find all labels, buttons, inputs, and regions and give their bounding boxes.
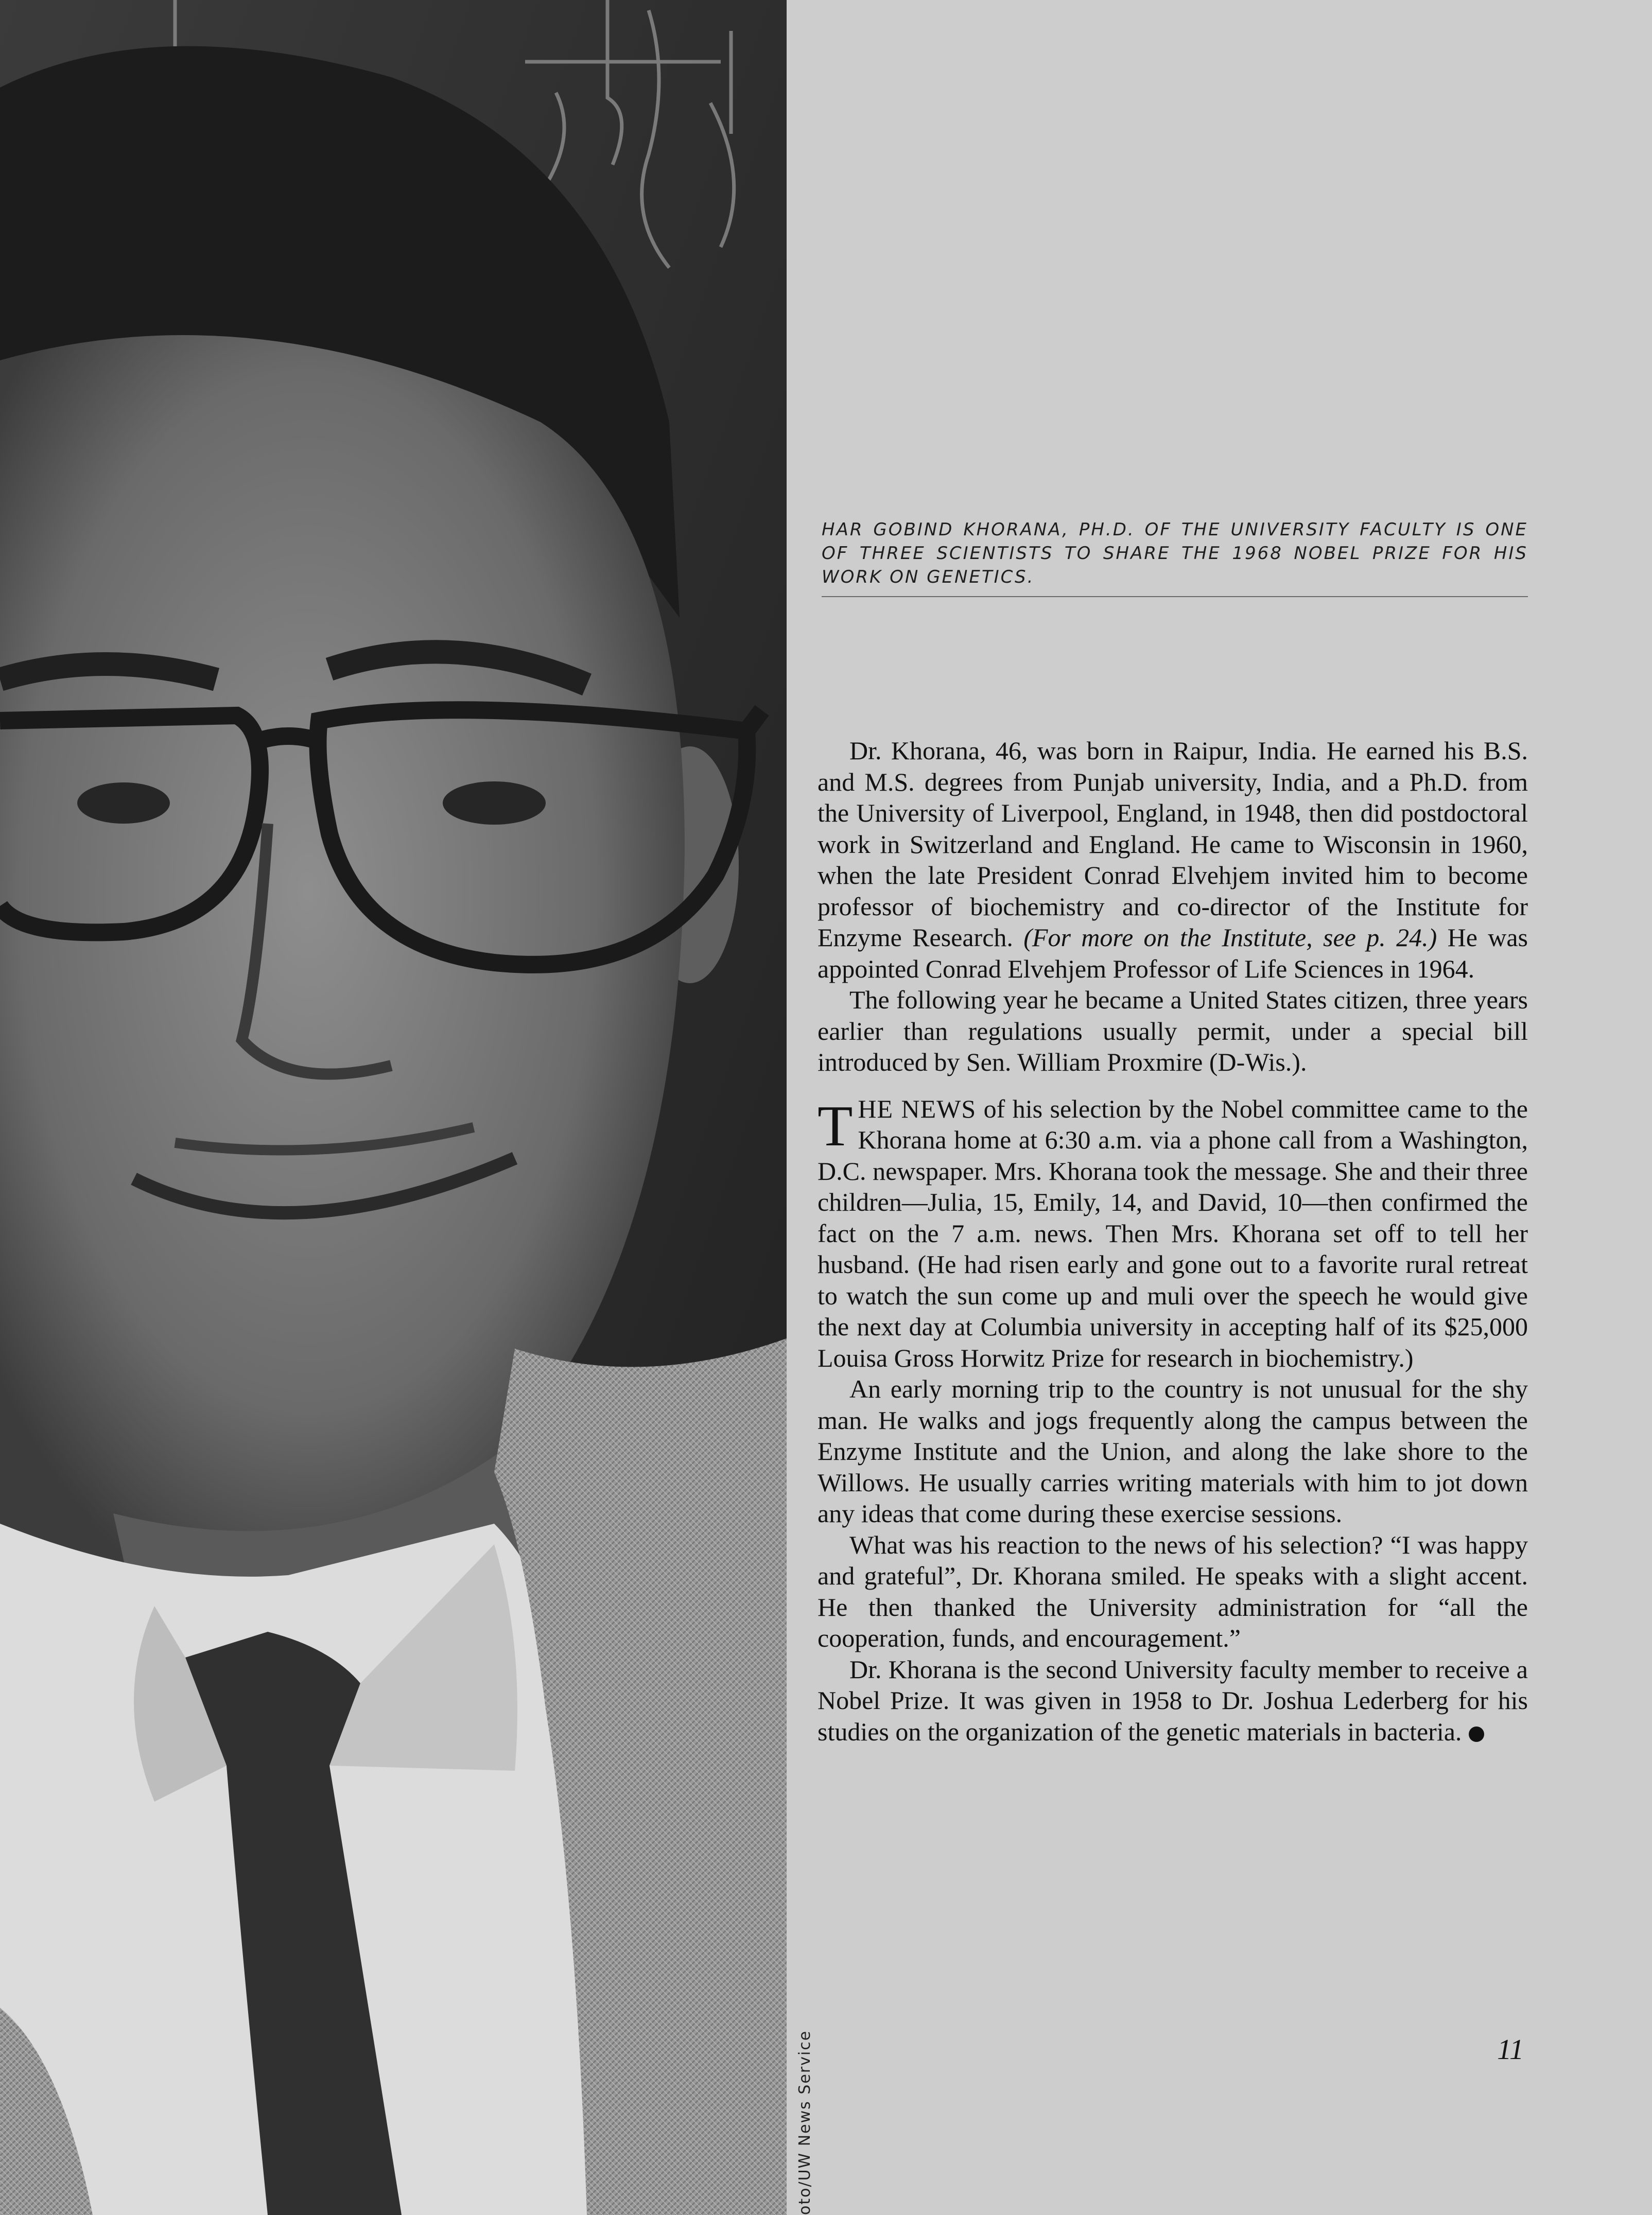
article-body [818, 735, 1528, 1747]
photo-caption: HAR GOBIND KHORANA, PH.D. OF THE UNIVERSITY FACULTY IS ONE OF THREE SCIENTISTS TO SHARE THE 1968 NOBEL PRIZE FOR HIS WORK ON GENETICS. [822, 519, 1528, 587]
paragraph-2: The following year he became a United States citizen, three years earlier than regulations usually permit, under a special bill introduced by Sen. William Proxmire (D-Wis.). [818, 985, 1528, 1076]
paragraph-4: An early morning trip to the country is not unusual for the shy man. He walks and jogs frequently along the campus between the Enzyme Institute and the Union, and along the lake shore to the Willows. He usually carries writing materials with him to jot down any ideas that come during these exercise sessions. [818, 1374, 1528, 1528]
paragraph-5: What was his reaction to the news of his selection? “I was happy and grateful”, Dr. Khorana smiled. He speaks with a slight accent. He then thanked the University administration for “all the cooperation, funds, and encouragement.” [818, 1530, 1528, 1652]
paragraph-6: Dr. Khorana is the second University faculty member to receive a Nobel Prize. It was given in 1958 to Dr. Joshua Lederberg for his studies on the organization of the genetic materials in bacteria. [818, 1654, 1528, 1746]
caption-divider [822, 596, 1528, 597]
portrait-illustration [0, 0, 787, 2215]
page-number: 11 [1497, 2034, 1524, 2066]
portrait-photo [0, 0, 787, 2215]
end-mark-icon [1469, 1726, 1484, 1742]
paragraph-1: Dr. Khorana, 46, was born in Raipur, India. He earned his B.S. and M.S. degrees from Punjab university, India, and a Ph.D. from the University of Liverpool, England, in 1948, then did postdoctoral work in Switzerland and England. He came to Wisconsin in 1960, when the late President Conrad Elvehjem invited him to become professor of biochemistry and co-director of the Institute for Enzyme Research. (For more on the Institute, see p. 24.) He was appointed Conrad Elvehjem Professor of Life Sciences in 1964. [818, 736, 1528, 983]
paragraph-3: THE NEWS of his selection by the Nobel committee came to the Khorana home at 6:30 a.m. via a phone call from a Washington, D.C. newspaper. Mrs. Khorana took the message. She and their three children—Julia, 15, Emily, 14, and David, 10—then confirmed the fact on the 7 a.m. news. Then Mrs. Khorana set off to tell her husband. (He had risen early and gone out to a favorite rural retreat to watch the sun come up and muli over the speech he would give the next day at Columbia university in accepting half of its $25,000 Louisa Gross Horwitz Prize for research in biochemistry.) [818, 1094, 1528, 1372]
photo-credit: oto/UW News Service [796, 2030, 814, 2215]
drop-cap: T [818, 1094, 853, 1158]
lead-in: HE NEWS [858, 1094, 977, 1123]
